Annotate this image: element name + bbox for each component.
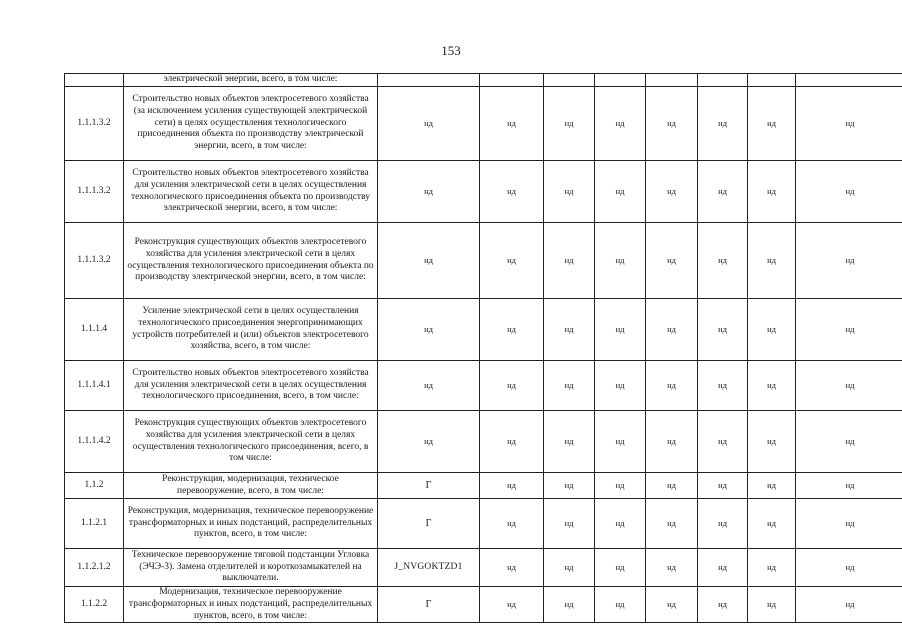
row-description: Реконструкция, модернизация, техническое перевооружение трансформаторных и иных подстанций, распределительных пунктов, всего, в том числе: [124, 499, 378, 549]
value-cell [595, 74, 646, 87]
value-cell: нд [544, 411, 595, 473]
row-description: электрической энергии, всего, в том числе: [124, 74, 378, 87]
table-row [65, 549, 902, 587]
value-cell: нд [480, 549, 544, 587]
value-cell: нд [748, 587, 796, 623]
value-cell: нд [796, 499, 902, 549]
value-cell: нд [646, 299, 698, 361]
page-number: 153 [441, 43, 461, 58]
value-cell: нд [646, 361, 698, 411]
value-cell: нд [698, 361, 748, 411]
value-cell [544, 74, 595, 87]
value-cell: нд [748, 411, 796, 473]
table-row [65, 411, 902, 473]
identifier-cell: Г [378, 473, 480, 499]
value-cell: нд [748, 361, 796, 411]
value-cell: нд [646, 499, 698, 549]
row-code: 1.1.2.1 [65, 499, 124, 549]
row-code: 1.1.1.3.2 [65, 87, 124, 161]
identifier-cell: нд [378, 299, 480, 361]
table-row [65, 161, 902, 223]
identifier-cell: нд [378, 161, 480, 223]
value-cell: нд [544, 361, 595, 411]
value-cell: нд [544, 87, 595, 161]
value-cell: нд [796, 587, 902, 623]
value-cell: нд [595, 161, 646, 223]
value-cell: нд [698, 299, 748, 361]
value-cell: нд [796, 299, 902, 361]
value-cell: нд [480, 161, 544, 223]
value-cell: нд [595, 549, 646, 587]
row-code: 1.1.2.1.2 [65, 549, 124, 587]
identifier-cell: нд [378, 223, 480, 299]
value-cell: нд [748, 223, 796, 299]
value-cell: нд [544, 473, 595, 499]
value-cell: нд [796, 161, 902, 223]
row-description: Строительство новых объектов электросетевого хозяйства для усиления электрической сети в целях осуществления технологического присоединения объекта по производству электрической энергии, всего, в том числе: [124, 161, 378, 223]
table-row [65, 223, 902, 299]
value-cell [698, 74, 748, 87]
value-cell: нд [595, 587, 646, 623]
value-cell: нд [698, 161, 748, 223]
identifier-cell: нд [378, 411, 480, 473]
value-cell [646, 74, 698, 87]
value-cell: нд [480, 499, 544, 549]
continuation-row [65, 74, 902, 87]
value-cell: нд [796, 473, 902, 499]
row-code: 1.1.1.3.2 [65, 161, 124, 223]
row-description: Реконструкция существующих объектов электросетевого хозяйства для усиления электрической сети в целях осуществления технологического присоединения объекта по производству электрической энергии, всего, в том числе: [124, 223, 378, 299]
value-cell: нд [796, 223, 902, 299]
identifier-cell: нд [378, 361, 480, 411]
value-cell: нд [646, 587, 698, 623]
table-row [65, 473, 902, 499]
row-code: 1.1.2.2 [65, 587, 124, 623]
table-row [65, 361, 902, 411]
investment-program-table [64, 73, 902, 623]
value-cell: нд [544, 223, 595, 299]
row-description: Модернизация, техническое перевооружение трансформаторных и иных подстанций, распределительных пунктов, всего, в том числе: [124, 587, 378, 623]
value-cell: нд [748, 299, 796, 361]
value-cell: нд [544, 299, 595, 361]
value-cell: нд [748, 499, 796, 549]
value-cell: нд [698, 87, 748, 161]
row-description: Строительство новых объектов электросетевого хозяйства (за исключением усиления существующей электрической сети) в целях осуществления технологического присоединения объекта по производству электрической энергии, всего, в том числе: [124, 87, 378, 161]
row-code: 1.1.2 [65, 473, 124, 499]
value-cell: нд [480, 361, 544, 411]
table-row [65, 299, 902, 361]
row-description: Реконструкция, модернизация, техническое перевооружение, всего, в том числе: [124, 473, 378, 499]
value-cell: нд [796, 87, 902, 161]
row-description: Техническое перевооружение тяговой подстанции Угловка (ЭЧЭ-3). Замена отделителей и короткозамыкателей на выключатели. [124, 549, 378, 587]
identifier-cell: Г [378, 499, 480, 549]
identifier-cell: нд [378, 87, 480, 161]
value-cell: нд [748, 87, 796, 161]
row-code [65, 74, 124, 87]
value-cell: нд [748, 161, 796, 223]
value-cell: нд [595, 299, 646, 361]
value-cell: нд [595, 411, 646, 473]
table-row [65, 87, 902, 161]
value-cell: нд [646, 473, 698, 499]
row-description: Усиление электрической сети в целях осуществления технологического присоединения энергопринимающих устройств потребителей и (или) объектов электросетевого хозяйства, всего, в том числе: [124, 299, 378, 361]
value-cell: нд [796, 361, 902, 411]
value-cell: нд [595, 223, 646, 299]
value-cell: нд [748, 549, 796, 587]
value-cell: нд [595, 87, 646, 161]
value-cell: нд [646, 87, 698, 161]
identifier-cell: Г [378, 587, 480, 623]
row-code: 1.1.1.4.1 [65, 361, 124, 411]
value-cell: нд [480, 223, 544, 299]
value-cell: нд [595, 473, 646, 499]
value-cell: нд [595, 361, 646, 411]
table-row [65, 499, 902, 549]
row-description: Реконструкция существующих объектов электросетевого хозяйства для усиления электрической сети в целях осуществления технологического присоединения, всего, в том числе: [124, 411, 378, 473]
identifier-cell: J_NVGOKTZD1 [378, 549, 480, 587]
value-cell [480, 74, 544, 87]
value-cell: нд [480, 587, 544, 623]
value-cell: нд [544, 499, 595, 549]
value-cell: нд [698, 473, 748, 499]
value-cell [378, 74, 480, 87]
value-cell: нд [646, 223, 698, 299]
row-code: 1.1.1.4.2 [65, 411, 124, 473]
table-row [65, 587, 902, 623]
value-cell: нд [646, 161, 698, 223]
table-body [65, 74, 902, 623]
value-cell: нд [698, 411, 748, 473]
value-cell: нд [646, 411, 698, 473]
value-cell: нд [698, 549, 748, 587]
value-cell: нд [480, 299, 544, 361]
value-cell: нд [595, 499, 646, 549]
value-cell: нд [544, 161, 595, 223]
row-code: 1.1.1.3.2 [65, 223, 124, 299]
value-cell: нд [480, 473, 544, 499]
value-cell: нд [544, 587, 595, 623]
row-code: 1.1.1.4 [65, 299, 124, 361]
value-cell: нд [480, 411, 544, 473]
value-cell: нд [796, 549, 902, 587]
value-cell: нд [796, 411, 902, 473]
value-cell: нд [698, 587, 748, 623]
row-description: Строительство новых объектов электросетевого хозяйства для усиления электрической сети в целях осуществления технологического присоединения, всего, в том числе: [124, 361, 378, 411]
value-cell [748, 74, 796, 87]
value-cell: нд [646, 549, 698, 587]
value-cell [796, 74, 902, 87]
value-cell: нд [480, 87, 544, 161]
value-cell: нд [544, 549, 595, 587]
value-cell: нд [748, 473, 796, 499]
value-cell: нд [698, 499, 748, 549]
value-cell: нд [698, 223, 748, 299]
